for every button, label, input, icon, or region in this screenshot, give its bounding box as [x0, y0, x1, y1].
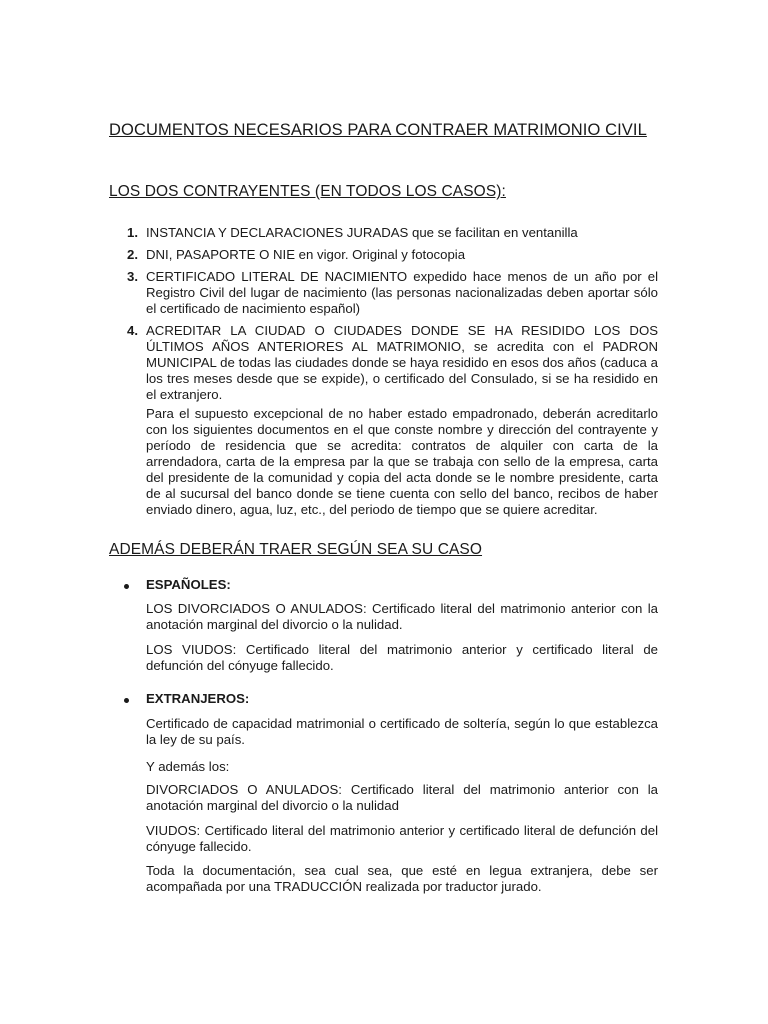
extranjeros-widowed-paragraph: VIUDOS: Certificado literal del matrimonio anterior y certificado literal de defunción del cónyuge fallecido.: [146, 823, 658, 854]
list-item: [109, 225, 658, 241]
espanoles-divorced-paragraph: LOS DIVORCIADOS O ANULADOS: Certificado literal del matrimonio anterior con la anotación marginal del divorcio o la nulidad.: [146, 601, 658, 632]
list-number: 1.: [127, 225, 138, 240]
section-heading-both-parties: LOS DOS CONTRAYENTES (EN TODOS LOS CASOS):: [109, 183, 506, 200]
extranjeros-capacity-paragraph: Certificado de capacidad matrimonial o certificado de soltería, según lo que establezca la ley de su país.: [146, 716, 658, 747]
list-number: 3.: [127, 269, 138, 284]
bullet-label-espanoles: ESPAÑOLES:: [146, 577, 231, 592]
bullet-icon: [124, 698, 129, 703]
list-item-text: ACREDITAR LA CIUDAD O CIUDADES DONDE SE HA RESIDIDO LOS DOS ÚLTIMOS AÑOS ANTERIORES AL MATRIMONIO, se acredita con el PADRON MUNICIPAL de todas las ciudades donde se haya residido en esos dos años (caduca a los tres meses desde que se expide), o certificado del Consulado, si se ha residido en el extranjero.: [146, 323, 658, 402]
section-heading-additional: ADEMÁS DEBERÁN TRAER SEGÚN SEA SU CASO: [109, 541, 483, 558]
document-title: DOCUMENTOS NECESARIOS PARA CONTRAER MATRIMONIO CIVIL: [109, 121, 647, 139]
extranjeros-divorced-paragraph: DIVORCIADOS O ANULADOS: Certificado literal del matrimonio anterior con la anotación marginal del divorcio o la nulidad: [146, 782, 658, 813]
espanoles-widowed-paragraph: LOS VIUDOS: Certificado literal del matrimonio anterior y certificado literal de defunción del cónyuge fallecido.: [146, 642, 658, 673]
list-number: 4.: [127, 323, 138, 338]
bullet-icon: [124, 584, 129, 589]
list-item: [109, 269, 658, 317]
list-item: [109, 247, 658, 263]
residence-note-paragraph: Para el supuesto excepcional de no haber estado empadronado, deberán acreditarlo con los siguientes documentos en el que conste nombre y dirección del contrayente y período de residencia que se acredita: contratos de alquiler con carta de la arrendadora, carta de la empresa par la que se trabaja con sello de la empresa, carta del presidente de la comunidad y copia del acta donde se le nombre presidente, carta de al sucursal del banco donde se tiene cuenta con sello del banco, recibos de haber enviado dinero, agua, luz, etc., del periodo de tiempo que se quiere acreditar.: [146, 406, 658, 517]
requirements-list: [109, 225, 658, 409]
list-item-text: CERTIFICADO LITERAL DE NACIMIENTO expedido hace menos de un año por el Registro Civil del lugar de nacimiento (las personas nacionalizadas deben aportar sólo el certificado de nacimiento español): [146, 269, 658, 316]
translation-requirement-paragraph: Toda la documentación, sea cual sea, que esté en legua extranjera, debe ser acompañada por una TRADUCCIÓN realizada por traductor jurado.: [146, 863, 658, 894]
list-item: [109, 323, 658, 403]
list-item-text: INSTANCIA Y DECLARACIONES JURADAS que se facilitan en ventanilla: [146, 225, 578, 240]
list-item-text: DNI, PASAPORTE O NIE en vigor. Original y fotocopia: [146, 247, 466, 262]
extranjeros-also-paragraph: Y además los:: [146, 759, 230, 774]
list-number: 2.: [127, 247, 138, 262]
bullet-label-extranjeros: EXTRANJEROS:: [146, 691, 250, 706]
